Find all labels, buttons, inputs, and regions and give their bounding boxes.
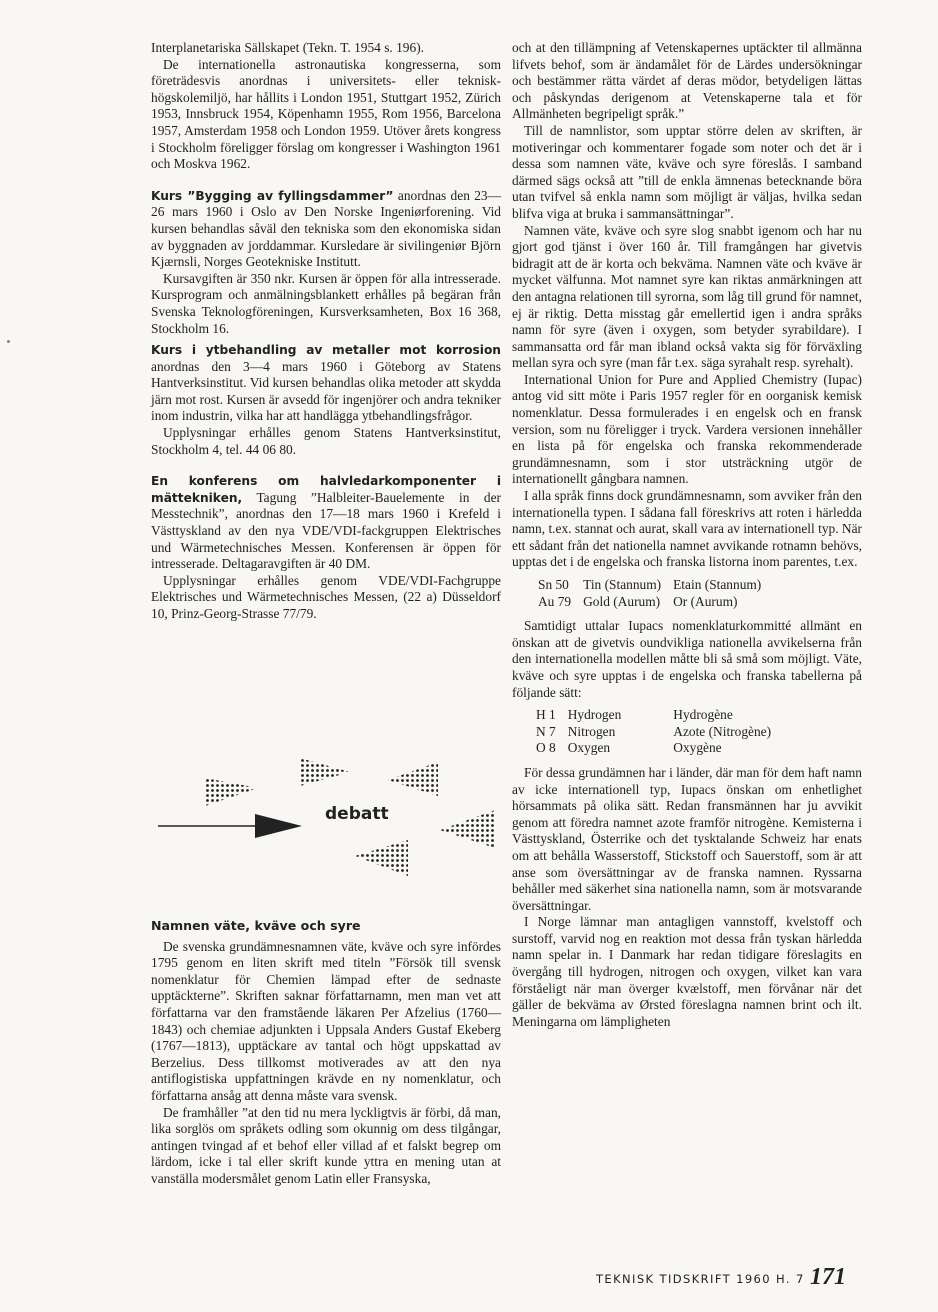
- notice-kurs-fyllingsdammer: [151, 188, 501, 271]
- paragraph: Till de namnlistor, som upptar större delen av skriften, är motiveringar och kommentarer fogade som noter och det är i dessa som namnen väte, kväve och syre föreslås. I samband därmed sägs också att ”till de enkla ämnenas betecknande böra utan tvifvel så enkla namn som möjligt är väljas, hvilka sedan blifva viga at bruka i sammansättningar”.: [512, 122, 862, 221]
- table-cell: N 7: [536, 723, 556, 739]
- dotted-triangle: [355, 840, 408, 876]
- table-cell: Oxygen: [567, 740, 611, 756]
- table-cell: Hydrogen: [567, 707, 622, 723]
- debatt-graphic: [150, 748, 500, 888]
- article-start: [151, 918, 501, 1188]
- table-row: [536, 740, 783, 757]
- notice-heading: Kurs ”Bygging av fyllingsdammer”: [151, 188, 394, 203]
- debatt-label: debatt: [325, 804, 389, 824]
- paragraph: De svenska grundämnesnamnen väte, kväve och syre infördes 1795 genom en liten skrift med titeln ”Försök till svensk nomenklatur för Chemien lämpad efter de sednaste upptäckterne”. Skriften saknar författarnamn, men man vet att författarna var den framstående läkaren Per Afzelius (1760—1843) och chemiae adjunkten i Uppsala Anders Gustaf Ekeberg (1767—1813), upptäckare av tantal och högt uppskattad av Berzelius. Dess tillkomst motiverades av att den nya antiflogistiska uppfattningen krävde en ny nomenklatur, och författarna ansåg att denna måste vara svensk.: [151, 938, 501, 1103]
- table-row: [536, 707, 783, 724]
- notice-body: Tagung ”Halbleiter-Bauelemente in der Messtechnik”, anordnas den 17—18 mars 1960 i Krefeld i Västtyskland av den nya VDE/VDI-fackgruppen Elektrisches und Wärmetechnisches Messen. Konferensen är öppen för intresserade. Deltagaravgiften är 40 DM.: [151, 489, 502, 572]
- table-cell: Nitrogen: [567, 723, 616, 739]
- notice-heading: Kurs i ytbehandling av metaller mot korrosion: [151, 343, 501, 358]
- table-cell: Azote (Nitrogène): [673, 723, 772, 739]
- notice-konferens: [151, 473, 501, 573]
- paragraph: Upplysningar erhålles genom Statens Hantverksinstitut, Stockholm 4, tel. 44 06 80.: [151, 425, 501, 457]
- paragraph: För dessa grundämnen har i länder, där man för dem haft namn av icke internationell typ, Iupacs önskan om enhetlighet hörsammats på olika sätt. Redan fransmännen har ju avvikit genom att föredra namnet azote framför nitrogène. Kemisterna i Västtyskland, Österrike och det tysktalande Schweiz har enats om att behålla Wasserstoff, Stickstoff och Sauerstoff, som är att anse som översättningar av de franska namnen. Ryssarna behåller med säkerhet sina nationella namn, som är motsvarande översättningar.: [512, 764, 862, 913]
- dotted-triangle: [205, 778, 258, 806]
- element-name-table: [536, 707, 783, 757]
- notice-heading: En konferens om halvledarkomponenter i mättekniken,: [151, 474, 501, 505]
- paragraph: och at den tillämpning af Vetenskapernes uptäckter til allmänna lifvets behof, som är ändamålet för de Lärdes undersökningar och bestämmer rätta värdet af deras mödor, betydeligen lättas och påskyndas derigenom at Vetenskaperne tala et för Allmänheten begripeligt språk.”: [512, 40, 862, 122]
- table-cell: Or (Aurum): [673, 593, 738, 609]
- table-cell: Sn 50: [538, 577, 569, 592]
- right-column: [512, 40, 862, 1030]
- page-number: 171: [810, 1264, 846, 1290]
- table-cell: Etain (Stannum): [673, 577, 762, 592]
- paragraph: De internationella astronautiska kongresserna, som företrädesvis anordnas i universitets- eller teknisk-högskolemiljö, har hållits i London 1951, Stuttgart 1952, Zürich 1953, Innsbruck 1954, Köpenhamn 1955, Rom 1956, Barcelona 1957, Amsterdam 1958 och London 1959. Utöver årets kongress i Stockholm föreligger förslag om kongresser i Washington 1961 och Moskva 1962.: [151, 56, 501, 172]
- paragraph: Samtidigt uttalar Iupacs nomenklaturkommitté allmänt en önskan att de givetvis oundvikliga nationella avvikelserna från den internationella modellen måtte bli så små som möjligt. Väte, kväve och syre upptas i de engelska och franska tabellerna på följande sätt:: [512, 618, 862, 700]
- notice-body: anordnas den 23—26 mars 1960 i Oslo av Den Norske Ingeniørforening. Vid kursen behandlas såväl den tekniska som den ekonomiska sidan av byggnaden av jorddammar. Kursledare är sivilingeniør Björn Kjærnsli, Norges Geotekniske Institutt.: [151, 187, 501, 270]
- paragraph: Kursavgiften är 350 nkr. Kursen är öppen för alla intresserade. Kursprogram och anmälningsblankett erhålles på begäran från Svenska Teknologföreningen, Kursverksamheten, Box 16 368, Stockholm 16.: [151, 270, 501, 336]
- element-name-table: [538, 577, 773, 610]
- table-cell: Gold (Aurum): [583, 593, 661, 609]
- journal-footer: TEKNISK TIDSKRIFT 1960 H. 7: [596, 1272, 805, 1286]
- paragraph: I Norge lämnar man antagligen vannstoff, kvelstoff och surstoff, varvid nog en reaktion mot dessa från tyskan härledda namn spelar in. I Danmark har redan tidigare föreslagits en övergång till hydrogen, nitrogen och oxygen, vilket kan vara förståeligt när man överger kvælstoff, men förvånar när det gäller de bekväma av Ørsted föreslagna namnen brint och ilt. Meningarna om lämpligheten: [512, 914, 862, 1029]
- dotted-triangle: [388, 762, 438, 796]
- table-cell: O 8: [536, 740, 556, 756]
- paragraph: I alla språk finns dock grundämnesnamn, som avviker från den internationella typen. I sådana fall föreskrivs att roten i härledda namn, t.ex. stannat och aurat, skall vara av internationell typ. När ett sådant från det nationella namnet avvikande rotnamn behövs, upptas det i de engelska och franska listorna inom parentes, t.ex.: [512, 488, 862, 570]
- paragraph: International Union for Pure and Applied Chemistry (Iupac) antog vid sitt möte i Paris 1957 regler för en oorganisk kemisk nomenklatur. Dessa formulerades i en engelsk och en fransk version, som nu föreligger i tryck. Vardera versionen innehåller en lista på för engelska och franska rekommenderade grundämnesnamn, som i stor utsträckning utgör de internationellt gångbara namnen.: [512, 371, 862, 487]
- paragraph: Namnen väte, kväve och syre slog snabbt igenom och har nu gjort god tjänst i över 160 år. Till framgången har givetvis bidragit att de är korta och bekväma. Namnen väte och kväve är mycket välfunna. Mot namnet syre kan riktas anmärkningen att den antagna relationen till syrorna, som låg till grund för namnet, ej är riktig. Detta misstag går emellertid igen i andra språks namn för syre (även i oxygen, som betyder syrabildare). I sammansatta ord får man ibland också vakta sig för förväxling mellan syra och syre (man får t.ex. säga syrahalt resp. syrehalt).: [512, 222, 862, 371]
- table-row: [538, 577, 773, 594]
- table-cell: Au 79: [538, 593, 572, 609]
- table-cell: H 1: [536, 707, 556, 723]
- table-cell: Oxygène: [673, 740, 722, 756]
- arrow-head: [255, 814, 302, 838]
- notice-body: anordnas den 3—4 mars 1960 i Göteborg av Statens Hantverksinstitut. Vid kursen behandlas olika metoder att skydda järn mot rost. Kursen är avsedd för ingenjörer och andra tekniker inom industrin, vilka har att handlägga ytbehandlingsfrågor.: [151, 358, 501, 424]
- dotted-triangle: [440, 810, 495, 848]
- dotted-triangle: [300, 758, 350, 786]
- table-row: [536, 724, 783, 741]
- left-column: [151, 40, 501, 623]
- paragraph: De framhåller ”at den tid nu mera lyckligtvis är förbi, då man, lika sorglös om språkets odling som okunnig om dess tilgångar, antingen tvingad af et behof eller villad af et falskt begrep om lärdom, icke i tal eller skrift kunde yttra en mening utan at vanställa modersmålet genom Latin eller Fransyska,: [151, 1104, 501, 1186]
- article-title: Namnen väte, kväve och syre: [151, 918, 361, 933]
- paragraph: Upplysningar erhålles genom VDE/VDI-Fachgruppe Elektrisches und Wärmetechnisches Messen, (22 a) Düsseldorf 10, Prinz-Georg-Strasse 77/79.: [151, 572, 501, 621]
- margin-speck: [7, 340, 10, 343]
- table-row: [538, 594, 773, 611]
- notice-kurs-ytbehandling: [151, 342, 501, 425]
- table-cell: Tin (Stannum): [583, 577, 662, 592]
- paragraph: Interplanetariska Sällskapet (Tekn. T. 1954 s. 196).: [151, 40, 425, 55]
- table-cell: Hydrogène: [673, 707, 733, 723]
